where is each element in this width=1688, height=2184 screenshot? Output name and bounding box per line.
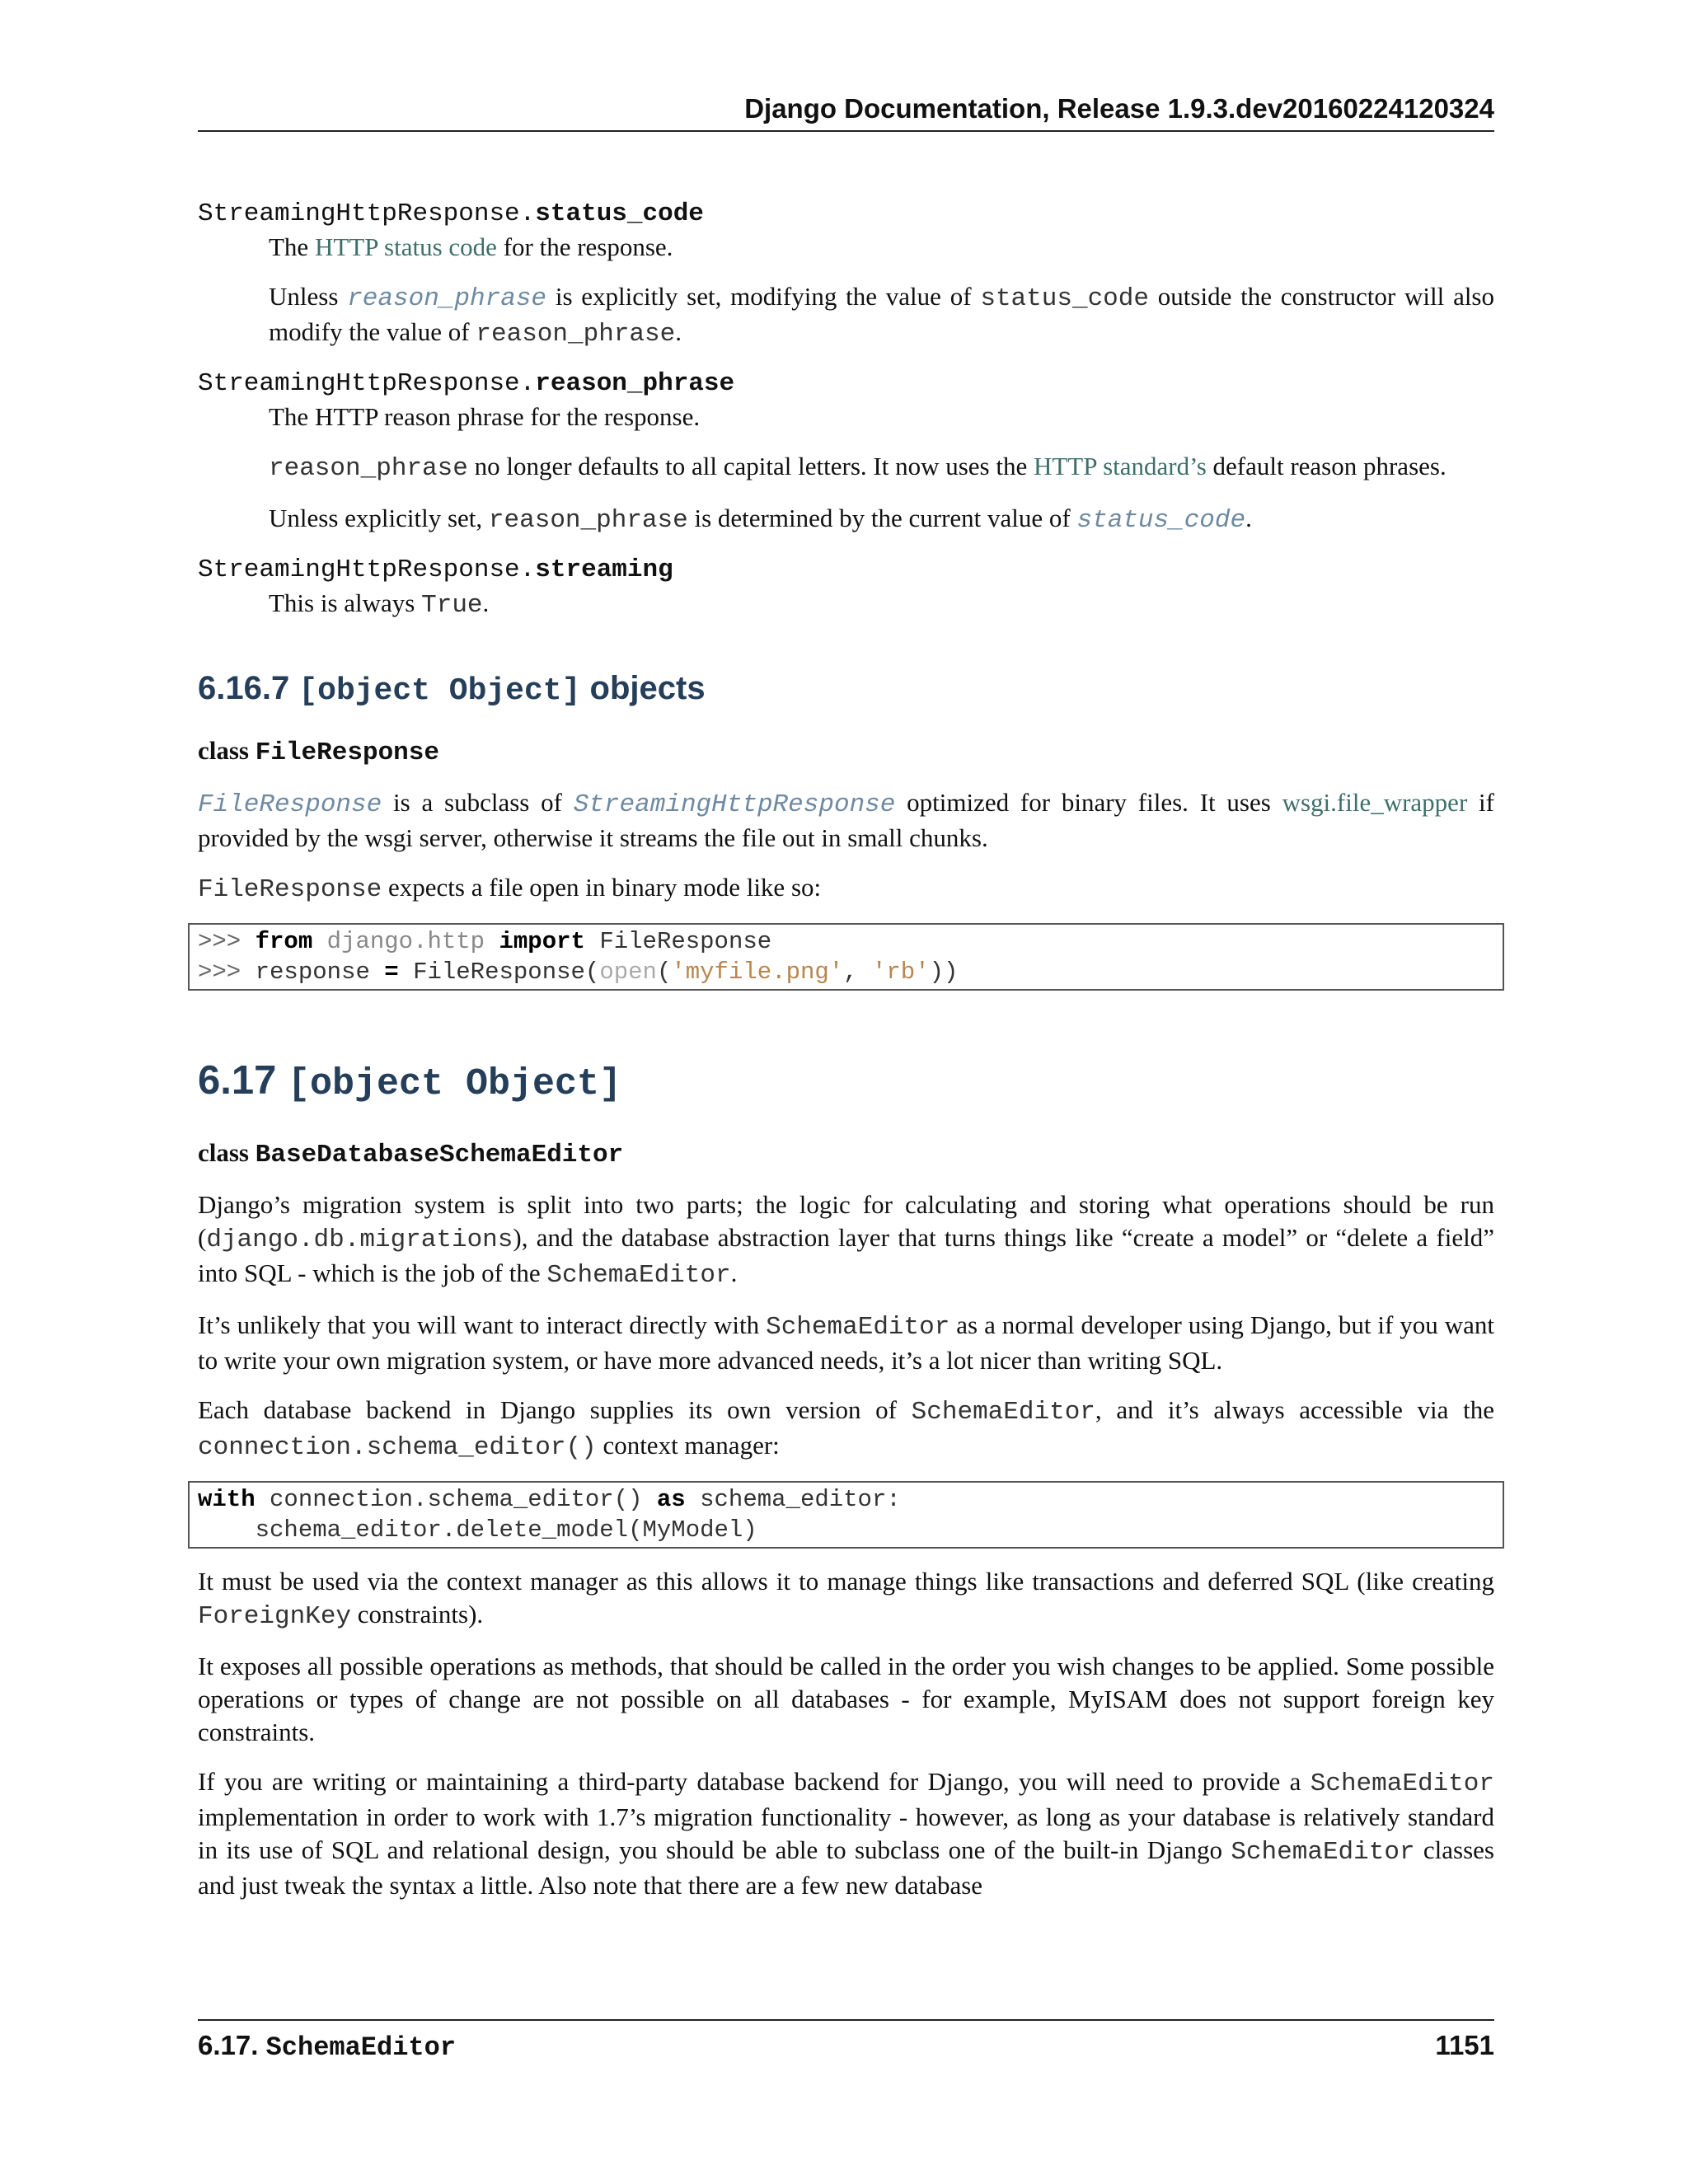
paragraph: FileResponse expects a file open in binary mode like so: [198,873,822,904]
paragraph: FileResponse is a subclass of StreamingHttpResponse optimized for binary files. It uses wsgi.file_wrapper if provided by the wsgi server, otherwise it streams the file out in small chunks. [198,788,1494,852]
fileresponse-ref-link[interactable]: FileResponse [198,790,382,819]
attr-desc-paragraph: This is always True. [269,588,490,620]
section-heading-schemaeditor: 6.17 [object Object] [198,1058,622,1105]
reason-phrase-ref-link[interactable]: reason_phrase [347,284,547,313]
wsgi-file-wrapper-link[interactable]: wsgi.file_wrapper [1282,788,1468,817]
attr-desc-paragraph: reason_phrase no longer defaults to all capital letters. It now uses the HTTP standard’s default reason phrases. [269,452,1447,483]
attr-signature: StreamingHttpResponse.streaming [198,555,673,584]
paragraph: If you are writing or maintaining a third-party database backend for Django, you will need to provide a SchemaEditor implementation in order to work with 1.7’s migration functionality - however, as long as your database is relatively standard in its use of SQL and relational design, you should be able to subclass one of the built-in Django SchemaEditor classes and just tweak the syntax a little. Also note that there are a few new database [198,1767,1494,1900]
page-content [198,198,1494,1902]
http-standard-link[interactable]: HTTP standard’s [1033,452,1207,480]
code-block-schemaeditor: with connection.schema_editor() as schema_editor: schema_editor.delete_model(MyModel) [188,1481,1504,1549]
attr-description [269,401,1494,537]
document-page [198,0,1494,2184]
attr-desc-paragraph: The HTTP reason phrase for the response. [269,402,701,431]
attr-streaming [198,554,1494,622]
paragraph: It must be used via the context manager as this allows it to manage things like transactions and deferred SQL (like creating ForeignKey constraints). [198,1567,1494,1631]
attr-description [269,587,1494,622]
http-status-code-link[interactable]: HTTP status code [314,232,497,261]
class-signature-fileresponse: class FileResponse [198,736,439,767]
attr-desc-paragraph: The HTTP status code for the response. [269,232,673,261]
status-code-ref-link[interactable]: status_code [1076,506,1246,535]
streaminghttpresponse-ref-link[interactable]: StreamingHttpResponse [573,790,896,819]
section-heading-fileresponse: 6.16.7 [object Object] objects [198,670,706,709]
class-signature-basedatabaseschemaeditor: class BaseDatabaseSchemaEditor [198,1138,624,1169]
attr-status-code [198,198,1494,351]
attr-reason-phrase [198,368,1494,537]
paragraph: It exposes all possible operations as methods, that should be called in the order you wish changes to be applied. Some possible operations or types of change are not possible on all databases - for example, MyISAM does not support foreign key constraints. [198,1652,1494,1746]
attr-desc-paragraph: Unless explicitly set, reason_phrase is determined by the current value of status_code. [269,504,1252,535]
footer-section: 6.17. SchemaEditor [198,2030,457,2063]
page-header [198,92,1494,132]
attr-desc-paragraph: Unless reason_phrase is explicitly set, modifying the value of status_code outside the constructor will also modify the value of reason_phrase. [269,282,1495,349]
code-block-fileresponse: >>> from django.http import FileResponse >>> response = FileResponse(open('myfile.png', 'rb')) [188,923,1504,991]
header-title: Django Documentation, Release 1.9.3.dev20160224120324 [744,93,1494,124]
attr-description [269,231,1494,351]
paragraph: It’s unlikely that you will want to interact directly with SchemaEditor as a normal developer using Django, but if you want to write your own migration system, or have more advanced needs, it’s a lot nicer than writing SQL. [198,1310,1494,1375]
attr-signature: StreamingHttpResponse.reason_phrase [198,369,735,398]
page-footer [198,2019,1494,2064]
attr-signature: StreamingHttpResponse.status_code [198,199,704,228]
paragraph: Django’s migration system is split into two parts; the logic for calculating and storing what operations should be run (django.db.migrations), and the database abstraction layer that turns things like “create a model” or “delete a field” into SQL - which is the job of the SchemaEditor. [198,1190,1494,1290]
footer-page-number: 1151 [1435,2030,1494,2060]
paragraph: Each database backend in Django supplies its own version of SchemaEditor, and it’s always accessible via the connection.schema_editor() context manager: [198,1395,1494,1462]
